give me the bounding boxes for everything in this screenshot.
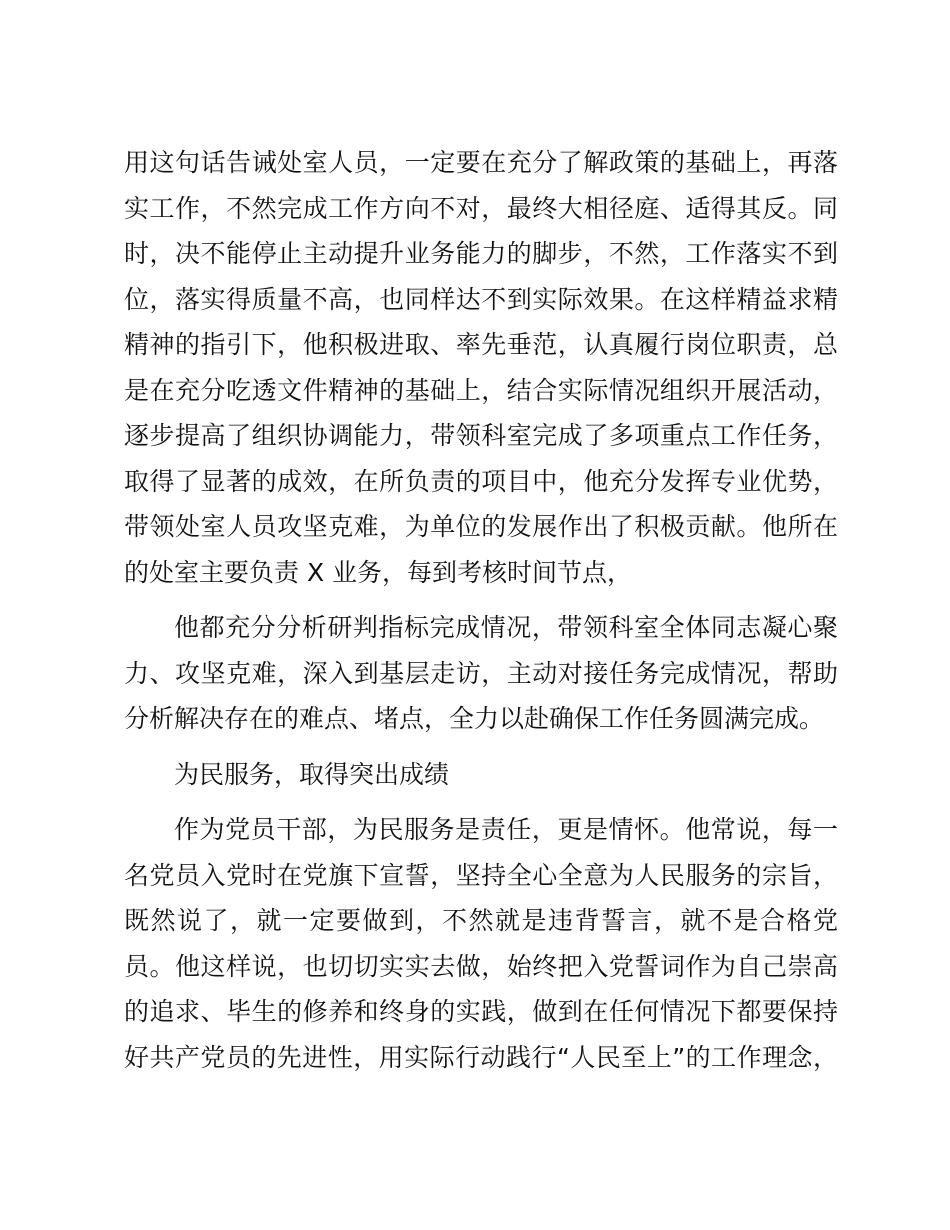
text-line: 时，决不能停止主动提升业务能力的脚步，不然，工作落实不到 [124,239,838,268]
text-line: 员。他这样说，也切切实实去做，始终把入党誓词作为自己崇高 [124,951,838,981]
text-line: 的处室主要负责 X 业务，每到考核时间节点， [124,557,633,587]
text-line: 精神的指引下，他积极进取、率先垂范，认真履行岗位职责，总 [124,330,838,359]
text-line: 用这句话告诫处室人员，一定要在充分了解政策的基础上，再落 [124,148,838,177]
text-line: 力、攻坚克难，深入到基层走访，主动对接任务完成情况，帮助 [124,658,838,688]
heading-text: 为民服务，取得突出成绩 [174,759,450,789]
paragraph-gap [124,742,838,752]
paragraph-gap [124,797,838,807]
text-line: 作为党员干部，为民服务是责任，更是情怀。他常说，每一 [174,815,838,844]
text-line: 逐步提高了组织协调能力，带领科室完成了多项重点工作任务， [124,421,838,450]
text-line: 他都充分分析研判指标完成情况，带领科室全体同志凝心聚 [174,613,838,642]
paragraph-1 [124,140,838,595]
text-line: 实工作，不然完成工作方向不对，最终大相径庭、适得其反。同 [124,193,838,223]
text-line: 带领处室人员攻坚克难，为单位的发展作出了积极贡献。他所在 [124,512,838,541]
text-line: 是在充分吃透文件精神的基础上，结合实际情况组织开展活动， [124,375,838,405]
text-line: 分析解决存在的难点、堵点，全力以赴确保工作任务圆满完成。 [124,704,825,733]
document-body [124,140,838,1080]
text-line: 好共产党员的先进性，用实际行动践行“人民至上”的工作理念， [124,1042,838,1072]
text-line: 取得了显著的成效，在所负责的项目中，他充分发挥专业优势， [124,466,838,496]
paragraph-3 [124,807,838,1080]
section-heading [124,752,838,798]
paragraph-gap [124,595,838,605]
text-line: 既然说了，就一定要做到，不然就是违背誓言，就不是合格党 [124,906,838,935]
paragraph-2 [124,605,838,742]
text-line: 位，落实得质量不高，也同样达不到实际效果。在这样精益求精 [124,284,838,314]
text-line: 的追求、毕生的修养和终身的实践，做到在任何情况下都要保持 [124,997,838,1026]
text-line: 名党员入党时在党旗下宣誓，坚持全心全意为人民服务的宗旨， [124,860,838,890]
